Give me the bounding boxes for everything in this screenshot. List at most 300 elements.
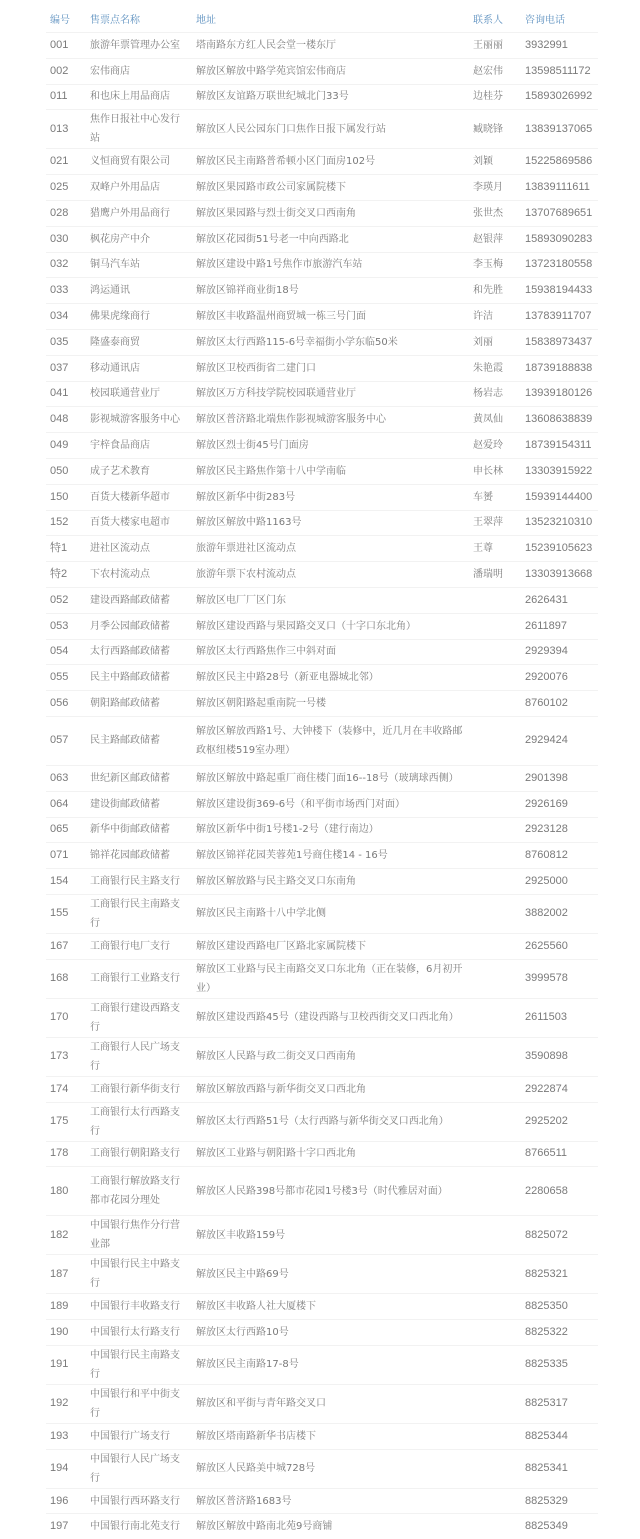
row-id: 030: [46, 226, 86, 252]
row-phone: 13723180558: [521, 252, 598, 278]
row-id: 035: [46, 329, 86, 355]
row-id: 190: [46, 1320, 86, 1346]
table-row: [46, 484, 598, 510]
row-name: 旅游年票管理办公室: [86, 33, 192, 59]
row-contact: 黄凤仙: [469, 407, 521, 433]
row-name: 世纪新区邮政储蓄: [86, 765, 192, 791]
row-address: 解放区解放路与民主路交叉口东南角: [192, 869, 469, 895]
row-id: 055: [46, 665, 86, 691]
row-contact: 申长林: [469, 458, 521, 484]
row-id: 182: [46, 1216, 86, 1255]
row-contact: 朱艳霞: [469, 355, 521, 381]
row-address: 塔南路东方红人民会堂一楼东厅: [192, 33, 469, 59]
row-name: 工商银行太行西路支行: [86, 1102, 192, 1141]
row-phone: 8825329: [521, 1488, 598, 1514]
row-id: 037: [46, 355, 86, 381]
row-contact: 王尊: [469, 536, 521, 562]
ticket-outlet-table: [46, 4, 598, 1539]
table-row: [46, 716, 598, 765]
row-id: 189: [46, 1294, 86, 1320]
row-contact: 赵爱玲: [469, 433, 521, 459]
row-name: 下农村流动点: [86, 562, 192, 588]
row-contact: 刘丽: [469, 329, 521, 355]
row-contact: [469, 1514, 521, 1539]
row-address: 解放区太行西路10号: [192, 1320, 469, 1346]
table-row: [46, 149, 598, 175]
row-phone: 2901398: [521, 765, 598, 791]
row-address: 旅游年票下农村流动点: [192, 562, 469, 588]
row-contact: [469, 998, 521, 1037]
row-contact: [469, 765, 521, 791]
row-name: 工商银行人民广场支行: [86, 1037, 192, 1076]
row-contact: [469, 959, 521, 998]
row-name: 中国银行民主南路支行: [86, 1345, 192, 1384]
row-contact: [469, 1488, 521, 1514]
row-address: 解放区太行西路115-6号幸福街小学东临50米: [192, 329, 469, 355]
table-row: [46, 1255, 598, 1294]
row-name: 宏伟商店: [86, 58, 192, 84]
row-name: 中国银行太行路支行: [86, 1320, 192, 1346]
table-row: [46, 613, 598, 639]
row-address: 解放区和平街与青年路交叉口: [192, 1384, 469, 1423]
row-phone: 13939180126: [521, 381, 598, 407]
row-phone: 2280658: [521, 1167, 598, 1216]
row-contact: 和先胜: [469, 278, 521, 304]
row-id: 054: [46, 639, 86, 665]
row-address: 解放区锦祥花园芙蓉苑1号商住楼14 - 16号: [192, 843, 469, 869]
table-row: [46, 817, 598, 843]
row-address: 解放区民主路焦作第十八中学南临: [192, 458, 469, 484]
row-name: 工商银行新华街支行: [86, 1076, 192, 1102]
row-phone: 15893026992: [521, 84, 598, 110]
row-phone: 3932991: [521, 33, 598, 59]
row-phone: 2625560: [521, 933, 598, 959]
table-row: [46, 1167, 598, 1216]
row-contact: [469, 639, 521, 665]
row-name: 建设西路邮政储蓄: [86, 587, 192, 613]
header-name: 售票点名称: [86, 4, 192, 33]
row-id: 150: [46, 484, 86, 510]
row-contact: [469, 1255, 521, 1294]
row-id: 175: [46, 1102, 86, 1141]
row-name: 百货大楼家电超市: [86, 510, 192, 536]
row-id: 180: [46, 1167, 86, 1216]
row-name: 新华中街邮政储蓄: [86, 817, 192, 843]
row-id: 178: [46, 1141, 86, 1167]
row-address: 解放区卫校西街省二建门口: [192, 355, 469, 381]
table-row: [46, 894, 598, 933]
table-row: [46, 1345, 598, 1384]
row-name: 中国银行焦作分行营业部: [86, 1216, 192, 1255]
row-address: 解放区建设街369-6号（和平街市场西门对面）: [192, 791, 469, 817]
row-address: 解放区电厂厂区门东: [192, 587, 469, 613]
header-id: 编号: [46, 4, 86, 33]
row-name: 义恒商贸有限公司: [86, 149, 192, 175]
row-id: 197: [46, 1514, 86, 1539]
row-id: 191: [46, 1345, 86, 1384]
row-id: 049: [46, 433, 86, 459]
row-address: 解放区人民路与政二街交叉口西南角: [192, 1037, 469, 1076]
row-name: 民主中路邮政储蓄: [86, 665, 192, 691]
table-row: [46, 1076, 598, 1102]
row-address: 解放区建设西路电厂区路北家属院楼下: [192, 933, 469, 959]
row-contact: [469, 665, 521, 691]
table-row: [46, 765, 598, 791]
row-name: 朝阳路邮政储蓄: [86, 691, 192, 717]
row-contact: [469, 1216, 521, 1255]
row-address: 解放区解放西路1号、大钟楼下（装修中，近几月在丰收路邮政枢纽楼519室办理）: [192, 716, 469, 765]
row-name: 建设街邮政储蓄: [86, 791, 192, 817]
row-name: 锦祥花园邮政储蓄: [86, 843, 192, 869]
row-contact: 杨岩志: [469, 381, 521, 407]
row-address: 解放区人民公园东门口焦作日报下属发行站: [192, 110, 469, 149]
row-phone: 15838973437: [521, 329, 598, 355]
table-row: [46, 1423, 598, 1449]
row-contact: [469, 1076, 521, 1102]
table-row: [46, 458, 598, 484]
row-id: 001: [46, 33, 86, 59]
row-contact: 边桂芬: [469, 84, 521, 110]
row-address: 解放区塔南路新华书店楼下: [192, 1423, 469, 1449]
table-row: [46, 536, 598, 562]
row-id: 173: [46, 1037, 86, 1076]
row-phone: 13303913668: [521, 562, 598, 588]
row-address: 解放区朝阳路起重南院一号楼: [192, 691, 469, 717]
row-id: 025: [46, 175, 86, 201]
row-phone: 2929424: [521, 716, 598, 765]
table-row: [46, 84, 598, 110]
row-phone: 2920076: [521, 665, 598, 691]
row-contact: 潘瑞明: [469, 562, 521, 588]
row-phone: 2926169: [521, 791, 598, 817]
row-phone: 15939144400: [521, 484, 598, 510]
table-row: [46, 1216, 598, 1255]
row-address: 解放区解放中路1163号: [192, 510, 469, 536]
row-phone: 2611503: [521, 998, 598, 1037]
row-address: 解放区太行西路51号（太行西路与新华街交叉口西北角）: [192, 1102, 469, 1141]
table-row: [46, 175, 598, 201]
row-phone: 13839111611: [521, 175, 598, 201]
row-id: 050: [46, 458, 86, 484]
row-phone: 8760812: [521, 843, 598, 869]
row-contact: 赵宏伟: [469, 58, 521, 84]
row-address: 解放区新华中街1号楼1-2号（建行南边）: [192, 817, 469, 843]
row-phone: 18739188838: [521, 355, 598, 381]
row-address: 解放区民主中路69号: [192, 1255, 469, 1294]
row-phone: 3590898: [521, 1037, 598, 1076]
row-phone: 8825322: [521, 1320, 598, 1346]
row-phone: 3999578: [521, 959, 598, 998]
row-phone: 13303915922: [521, 458, 598, 484]
table-row: [46, 329, 598, 355]
row-id: 194: [46, 1449, 86, 1488]
row-phone: 13783911707: [521, 304, 598, 330]
table-row: [46, 843, 598, 869]
row-contact: 王翠萍: [469, 510, 521, 536]
row-contact: [469, 1141, 521, 1167]
row-id: 028: [46, 200, 86, 226]
row-address: 解放区解放中路学苑宾馆宏伟商店: [192, 58, 469, 84]
row-phone: 15893090283: [521, 226, 598, 252]
row-address: 解放区果园路与烈士街交叉口西南角: [192, 200, 469, 226]
table-row: [46, 110, 598, 149]
row-address: 解放区丰收路159号: [192, 1216, 469, 1255]
row-contact: [469, 817, 521, 843]
row-name: 工商银行民主路支行: [86, 869, 192, 895]
table-row: [46, 665, 598, 691]
row-id: 063: [46, 765, 86, 791]
row-id: 033: [46, 278, 86, 304]
row-contact: [469, 843, 521, 869]
row-contact: [469, 933, 521, 959]
row-contact: [469, 1037, 521, 1076]
row-name: 月季公园邮政储蓄: [86, 613, 192, 639]
row-name: 成子艺术教育: [86, 458, 192, 484]
table-row: [46, 587, 598, 613]
row-id: 034: [46, 304, 86, 330]
row-name: 工商银行建设西路支行: [86, 998, 192, 1037]
row-id: 053: [46, 613, 86, 639]
row-phone: 8760102: [521, 691, 598, 717]
row-phone: 8825350: [521, 1294, 598, 1320]
row-name: 佛果虎缘商行: [86, 304, 192, 330]
row-id: 193: [46, 1423, 86, 1449]
row-address: 解放区解放西路与新华街交叉口西北角: [192, 1076, 469, 1102]
row-address: 解放区人民路美中城728号: [192, 1449, 469, 1488]
row-id: 170: [46, 998, 86, 1037]
row-id: 056: [46, 691, 86, 717]
row-name: 中国银行人民广场支行: [86, 1449, 192, 1488]
row-phone: 8825321: [521, 1255, 598, 1294]
row-address: 解放区果园路市政公司家属院楼下: [192, 175, 469, 201]
row-name: 鸿运通讯: [86, 278, 192, 304]
table-row: [46, 252, 598, 278]
row-address: 解放区丰收路温州商贸城一栋三号门面: [192, 304, 469, 330]
row-id: 特1: [46, 536, 86, 562]
row-contact: 刘颖: [469, 149, 521, 175]
table-row: [46, 304, 598, 330]
row-address: 解放区建设中路1号焦作市旅游汽车站: [192, 252, 469, 278]
row-phone: 8766511: [521, 1141, 598, 1167]
row-id: 152: [46, 510, 86, 536]
row-phone: 8825072: [521, 1216, 598, 1255]
table-row: [46, 1294, 598, 1320]
table-row: [46, 1102, 598, 1141]
row-address: 解放区太行西路焦作三中斜对面: [192, 639, 469, 665]
row-phone: 8825344: [521, 1423, 598, 1449]
row-phone: 2923128: [521, 817, 598, 843]
table-row: [46, 1488, 598, 1514]
row-contact: 赵银萍: [469, 226, 521, 252]
row-contact: [469, 691, 521, 717]
table-body: [46, 33, 598, 1539]
row-name: 工商银行朝阳路支行: [86, 1141, 192, 1167]
row-name: 移动通讯店: [86, 355, 192, 381]
row-phone: 13839137065: [521, 110, 598, 149]
row-id: 041: [46, 381, 86, 407]
table-row: [46, 433, 598, 459]
row-id: 011: [46, 84, 86, 110]
table-row: [46, 1514, 598, 1539]
row-name: 双峰户外用品店: [86, 175, 192, 201]
table-row: [46, 959, 598, 998]
row-name: 中国银行丰收路支行: [86, 1294, 192, 1320]
table-row: [46, 510, 598, 536]
row-address: 解放区丰收路人社大厦楼下: [192, 1294, 469, 1320]
table-row: [46, 200, 598, 226]
row-contact: [469, 791, 521, 817]
row-name: 中国银行民主中路支行: [86, 1255, 192, 1294]
table-row: [46, 381, 598, 407]
row-phone: 13608638839: [521, 407, 598, 433]
row-phone: 8825341: [521, 1449, 598, 1488]
row-address: 解放区建设西路45号（建设西路与卫校西街交叉口西北角）: [192, 998, 469, 1037]
row-name: 中国银行西环路支行: [86, 1488, 192, 1514]
row-contact: [469, 1167, 521, 1216]
row-contact: [469, 869, 521, 895]
row-address: 解放区工业路与民主南路交叉口东北角（正在装修，6月初开业）: [192, 959, 469, 998]
row-id: 032: [46, 252, 86, 278]
row-name: 百货大楼新华超市: [86, 484, 192, 510]
row-name: 宇梓食品商店: [86, 433, 192, 459]
row-phone: 2611897: [521, 613, 598, 639]
header-contact: 联系人: [469, 4, 521, 33]
row-name: 太行西路邮政储蓄: [86, 639, 192, 665]
row-contact: 张世杰: [469, 200, 521, 226]
table-row: [46, 791, 598, 817]
row-phone: 8825349: [521, 1514, 598, 1539]
row-id: 154: [46, 869, 86, 895]
row-id: 021: [46, 149, 86, 175]
row-contact: [469, 613, 521, 639]
row-name: 影视城游客服务中心: [86, 407, 192, 433]
table-row: [46, 562, 598, 588]
row-address: 解放区解放中路起重厂商住楼门面16--18号（玻璃球西侧）: [192, 765, 469, 791]
row-name: 猎鹰户外用品商行: [86, 200, 192, 226]
row-address: 解放区民主南路普希顿小区门面房102号: [192, 149, 469, 175]
table-row: [46, 1449, 598, 1488]
row-name: 工商银行电厂支行: [86, 933, 192, 959]
row-id: 057: [46, 716, 86, 765]
row-name: 中国银行南北苑支行: [86, 1514, 192, 1539]
table-row: [46, 639, 598, 665]
row-address: 解放区锦祥商业街18号: [192, 278, 469, 304]
row-id: 002: [46, 58, 86, 84]
row-name: 隆盛泰商贸: [86, 329, 192, 355]
row-contact: 车赟: [469, 484, 521, 510]
table-row: [46, 1384, 598, 1423]
row-contact: 李玉梅: [469, 252, 521, 278]
row-id: 048: [46, 407, 86, 433]
row-address: 解放区友谊路万联世纪城北门33号: [192, 84, 469, 110]
row-id: 167: [46, 933, 86, 959]
row-id: 013: [46, 110, 86, 149]
row-contact: [469, 1345, 521, 1384]
row-name: 工商银行民主南路支行: [86, 894, 192, 933]
row-address: 旅游年票进社区流动点: [192, 536, 469, 562]
row-address: 解放区民主南路十八中学北侧: [192, 894, 469, 933]
table-row: [46, 1037, 598, 1076]
row-phone: 13523210310: [521, 510, 598, 536]
row-phone: 15239105623: [521, 536, 598, 562]
header-phone: 咨询电话: [521, 4, 598, 33]
table-row: [46, 226, 598, 252]
row-contact: [469, 1294, 521, 1320]
table-row: [46, 998, 598, 1037]
row-address: 解放区烈士街45号门面房: [192, 433, 469, 459]
row-phone: 8825335: [521, 1345, 598, 1384]
row-phone: 13707689651: [521, 200, 598, 226]
row-address: 解放区万方科技学院校园联通营业厅: [192, 381, 469, 407]
row-phone: 2922874: [521, 1076, 598, 1102]
table-header-row: [46, 4, 598, 33]
row-address: 解放区民主南路17-8号: [192, 1345, 469, 1384]
row-phone: 2925000: [521, 869, 598, 895]
row-phone: 13598511172: [521, 58, 598, 84]
row-contact: 臧晓锋: [469, 110, 521, 149]
table-row: [46, 933, 598, 959]
row-id: 168: [46, 959, 86, 998]
row-contact: [469, 894, 521, 933]
row-id: 071: [46, 843, 86, 869]
table-row: [46, 278, 598, 304]
row-id: 特2: [46, 562, 86, 588]
row-address: 解放区建设西路与果园路交叉口（十字口东北角）: [192, 613, 469, 639]
row-id: 065: [46, 817, 86, 843]
row-phone: 2626431: [521, 587, 598, 613]
row-address: 解放区普济路1683号: [192, 1488, 469, 1514]
row-phone: 2925202: [521, 1102, 598, 1141]
row-id: 192: [46, 1384, 86, 1423]
row-id: 187: [46, 1255, 86, 1294]
row-address: 解放区普济路北端焦作影视城游客服务中心: [192, 407, 469, 433]
table-row: [46, 33, 598, 59]
table-row: [46, 407, 598, 433]
row-id: 052: [46, 587, 86, 613]
row-name: 民主路邮政储蓄: [86, 716, 192, 765]
row-contact: 李瑛月: [469, 175, 521, 201]
row-name: 枫花房产中介: [86, 226, 192, 252]
row-id: 196: [46, 1488, 86, 1514]
row-name: 焦作日报社中心发行站: [86, 110, 192, 149]
row-contact: [469, 1384, 521, 1423]
row-id: 174: [46, 1076, 86, 1102]
table-row: [46, 58, 598, 84]
row-name: 进社区流动点: [86, 536, 192, 562]
row-name: 铜马汽车站: [86, 252, 192, 278]
table-row: [46, 1141, 598, 1167]
row-phone: 8825317: [521, 1384, 598, 1423]
row-address: 解放区工业路与朝阳路十字口西北角: [192, 1141, 469, 1167]
row-id: 064: [46, 791, 86, 817]
table-row: [46, 355, 598, 381]
row-contact: [469, 587, 521, 613]
row-address: 解放区民主中路28号（新亚电器城北邻）: [192, 665, 469, 691]
table-row: [46, 869, 598, 895]
row-name: 中国银行和平中街支行: [86, 1384, 192, 1423]
row-phone: 2929394: [521, 639, 598, 665]
row-address: 解放区人民路398号都市花园1号楼3号（时代雅居对面）: [192, 1167, 469, 1216]
row-name: 和也床上用品商店: [86, 84, 192, 110]
row-address: 解放区花园街51号老一中向西路北: [192, 226, 469, 252]
row-address: 解放区解放中路南北苑9号商铺: [192, 1514, 469, 1539]
row-phone: 15225869586: [521, 149, 598, 175]
row-address: 解放区新华中街283号: [192, 484, 469, 510]
row-contact: [469, 1102, 521, 1141]
row-id: 155: [46, 894, 86, 933]
header-address: 地址: [192, 4, 469, 33]
row-contact: 许洁: [469, 304, 521, 330]
